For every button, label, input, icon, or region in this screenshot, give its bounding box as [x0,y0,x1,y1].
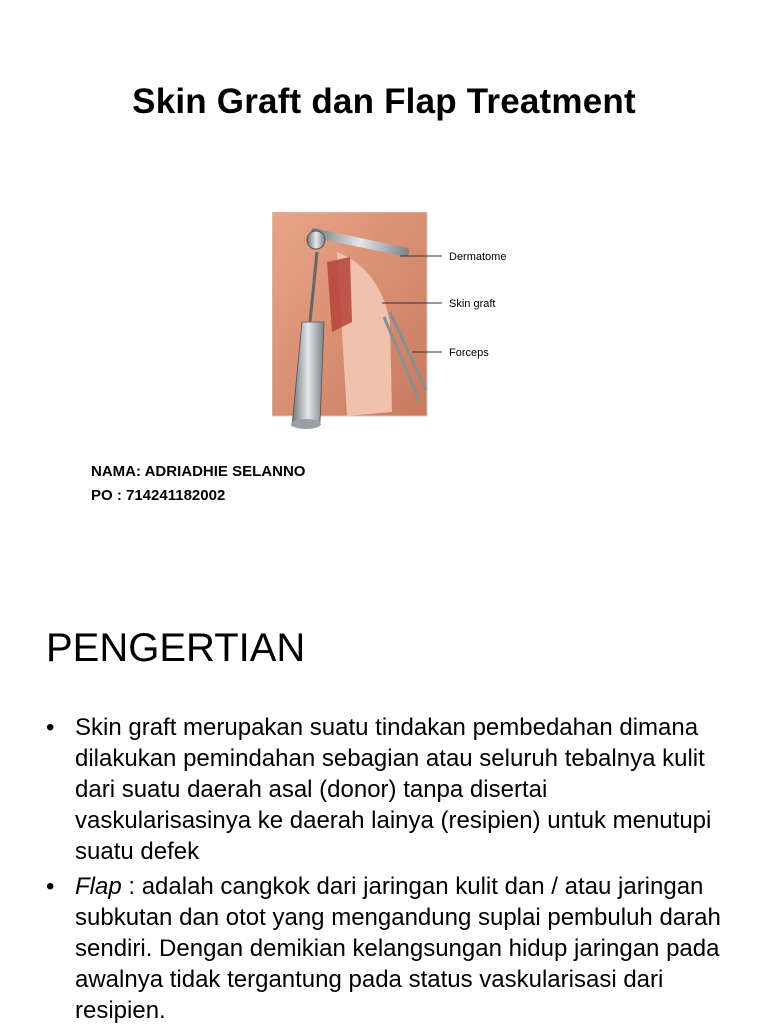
bullet-text: : adalah cangkok dari jaringan kulit dan / atau jaringan subkutan dan otot yang mengandung suplai pembuluh darah sendiri. Dengan demikian kelangsungan hidup jaringan pada awalnya tidak tergantung pada status vaskularisasi dari resipien. [75,873,721,1024]
label-skin-graft: Skin graft [449,298,496,310]
section-heading: PENGERTIAN [46,626,306,670]
bullet-symbol: • [46,873,55,900]
definition-slide [0,590,768,1024]
bullet-list [46,712,726,1030]
label-forceps: Forceps [449,347,489,359]
label-dermatome: Dermatome [449,251,507,263]
bullet-text: Skin graft merupakan suatu tindakan pembedahan dimana dilakukan pemindahan sebagian atau seluruh tebalnya kulit dari suatu daerah asal (donor) tanpa disertai vaskularisasinya ke daerah lainya (resipien) untuk menutupi suatu defek [75,714,712,865]
bullet-symbol: • [46,714,55,741]
bullet-item-skin-graft [46,712,726,867]
slide-title: Skin Graft dan Flap Treatment [132,82,636,121]
bullet-term: Flap [75,873,122,900]
author-info [91,460,305,508]
dermatome-knob [307,231,325,249]
skin-graft-illustration [272,212,532,432]
author-po: PO : 714241182002 [91,487,226,504]
bullet-item-flap [46,871,726,1026]
author-name: NAMA: ADRIADHIE SELANNO [91,463,306,480]
